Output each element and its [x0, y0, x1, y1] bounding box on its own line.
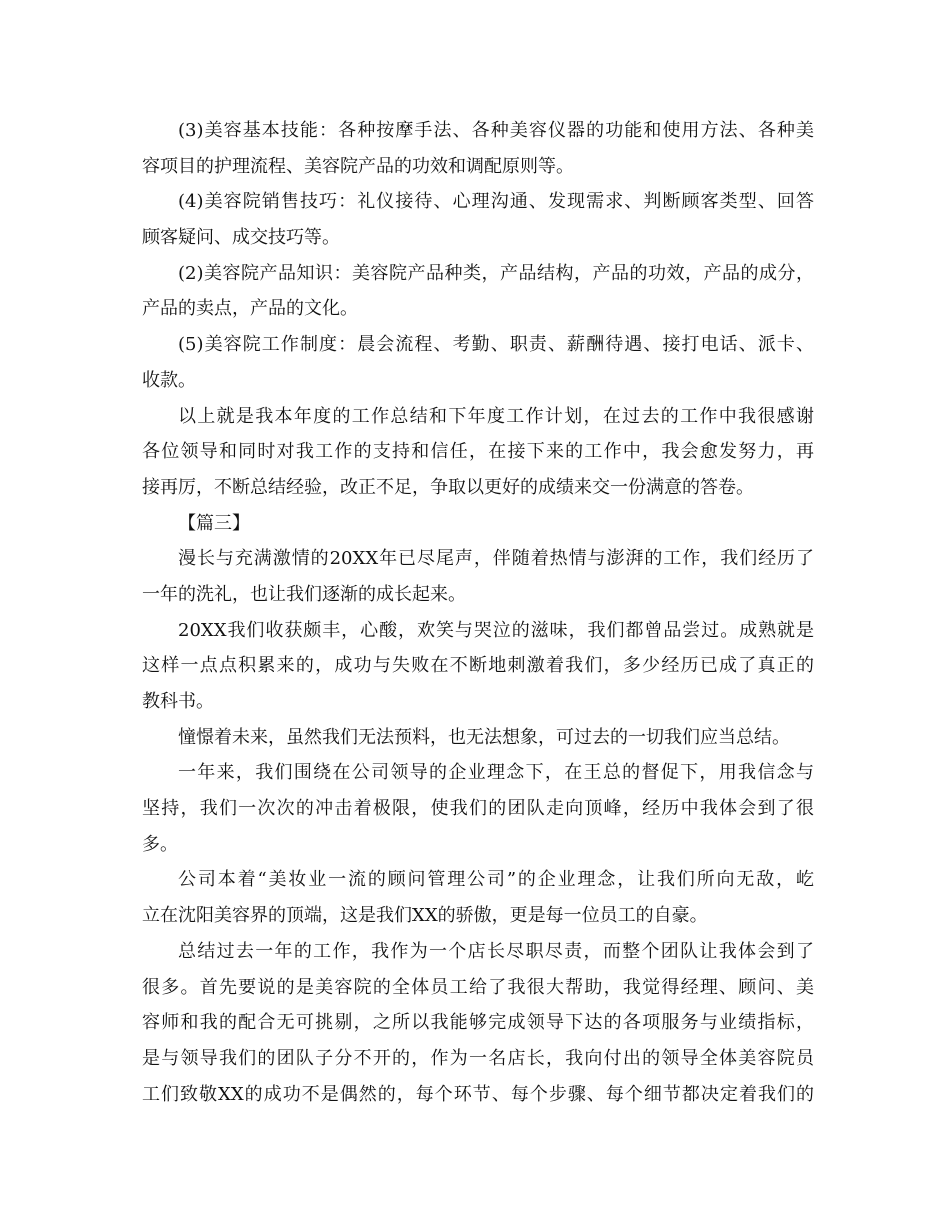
document-body [142, 113, 814, 1112]
text-line: 教科书。 [142, 691, 214, 712]
text-line: 一年来，我们围绕在公司领导的企业理念下，在王总的督促下，用我信念与 [178, 762, 814, 784]
text-line: 收款。 [142, 369, 196, 391]
text-line: 容师和我的配合无可挑剔，之所以我能够完成领导下达的各项服务与业绩指标， [142, 1012, 814, 1034]
text-line: (3)美容基本技能：各种按摩手法、各种美容仪器的功能和使用方法、各种美 [178, 120, 814, 141]
text-line: 接再厉，不断总结经验，改正不足，争取以更好的成绩来交一份满意的答卷。 [142, 476, 754, 498]
text-line: 公司本着“美妆业一流的顾问管理公司”的企业理念，让我们所向无敌，屹 [178, 869, 814, 891]
text-line: 总结过去一年的工作，我作为一个店长尽职尽责，而整个团队让我体会到了 [178, 940, 814, 962]
text-line: 容项目的护理流程、美容院产品的功效和调配原则等。 [142, 155, 574, 177]
text-line: 顾客疑问、成交技巧等。 [142, 227, 340, 249]
section-heading: 【篇三】 [178, 512, 250, 534]
text-line: 多。 [142, 833, 178, 855]
text-line: 漫长与充满激情的20XX年已尽尾声，伴随着热情与澎湃的工作，我们经历了 [178, 548, 814, 570]
text-line: 各位领导和同时对我工作的支持和信任，在接下来的工作中，我会愈发努力，再 [142, 441, 814, 463]
text-line: 憧憬着未来，虽然我们无法预料，也无法想象，可过去的一切我们应当总结。 [178, 726, 790, 748]
text-line: 这样一点点积累来的，成功与失败在不断地刺激着我们，多少经历已成了真正的 [142, 655, 814, 677]
text-line: 立在沈阳美容界的顶端，这是我们XX的骄傲，更是每一位员工的自豪。 [142, 905, 708, 927]
text-line: 一年的洗礼，也让我们逐渐的成长起来。 [142, 583, 466, 605]
text-line: 很多。首先要说的是美容院的全体员工给了我很大帮助，我觉得经理、顾问、美 [142, 976, 814, 998]
text-line: (4)美容院销售技巧：礼仪接待、心理沟通、发现需求、判断顾客类型、回答 [178, 191, 814, 213]
text-line: 是与领导我们的团队子分不开的，作为一名店长，我向付出的领导全体美容院员 [142, 1047, 814, 1069]
text-line: (2)美容院产品知识：美容院产品种类，产品结构，产品的功效，产品的成分， [178, 262, 814, 284]
text-line: (5)美容院工作制度：晨会流程、考勤、职责、薪酬待遇、接打电话、派卡、 [178, 334, 814, 356]
text-line: 20XX我们收获颇丰，心酸，欢笑与哭泣的滋味，我们都曾品尝过。成熟就是 [178, 619, 814, 641]
text-line: 以上就是我本年度的工作总结和下年度工作计划，在过去的工作中我很感谢 [178, 405, 814, 427]
text-line: 坚持，我们一次次的冲击着极限，使我们的团队走向顶峰，经历中我体会到了很 [142, 798, 814, 820]
text-line: 产品的卖点，产品的文化。 [142, 298, 358, 320]
text-line: 工们致敬XX的成功不是偶然的，每个环节、每个步骤、每个细节都决定着我们的 [142, 1083, 814, 1105]
